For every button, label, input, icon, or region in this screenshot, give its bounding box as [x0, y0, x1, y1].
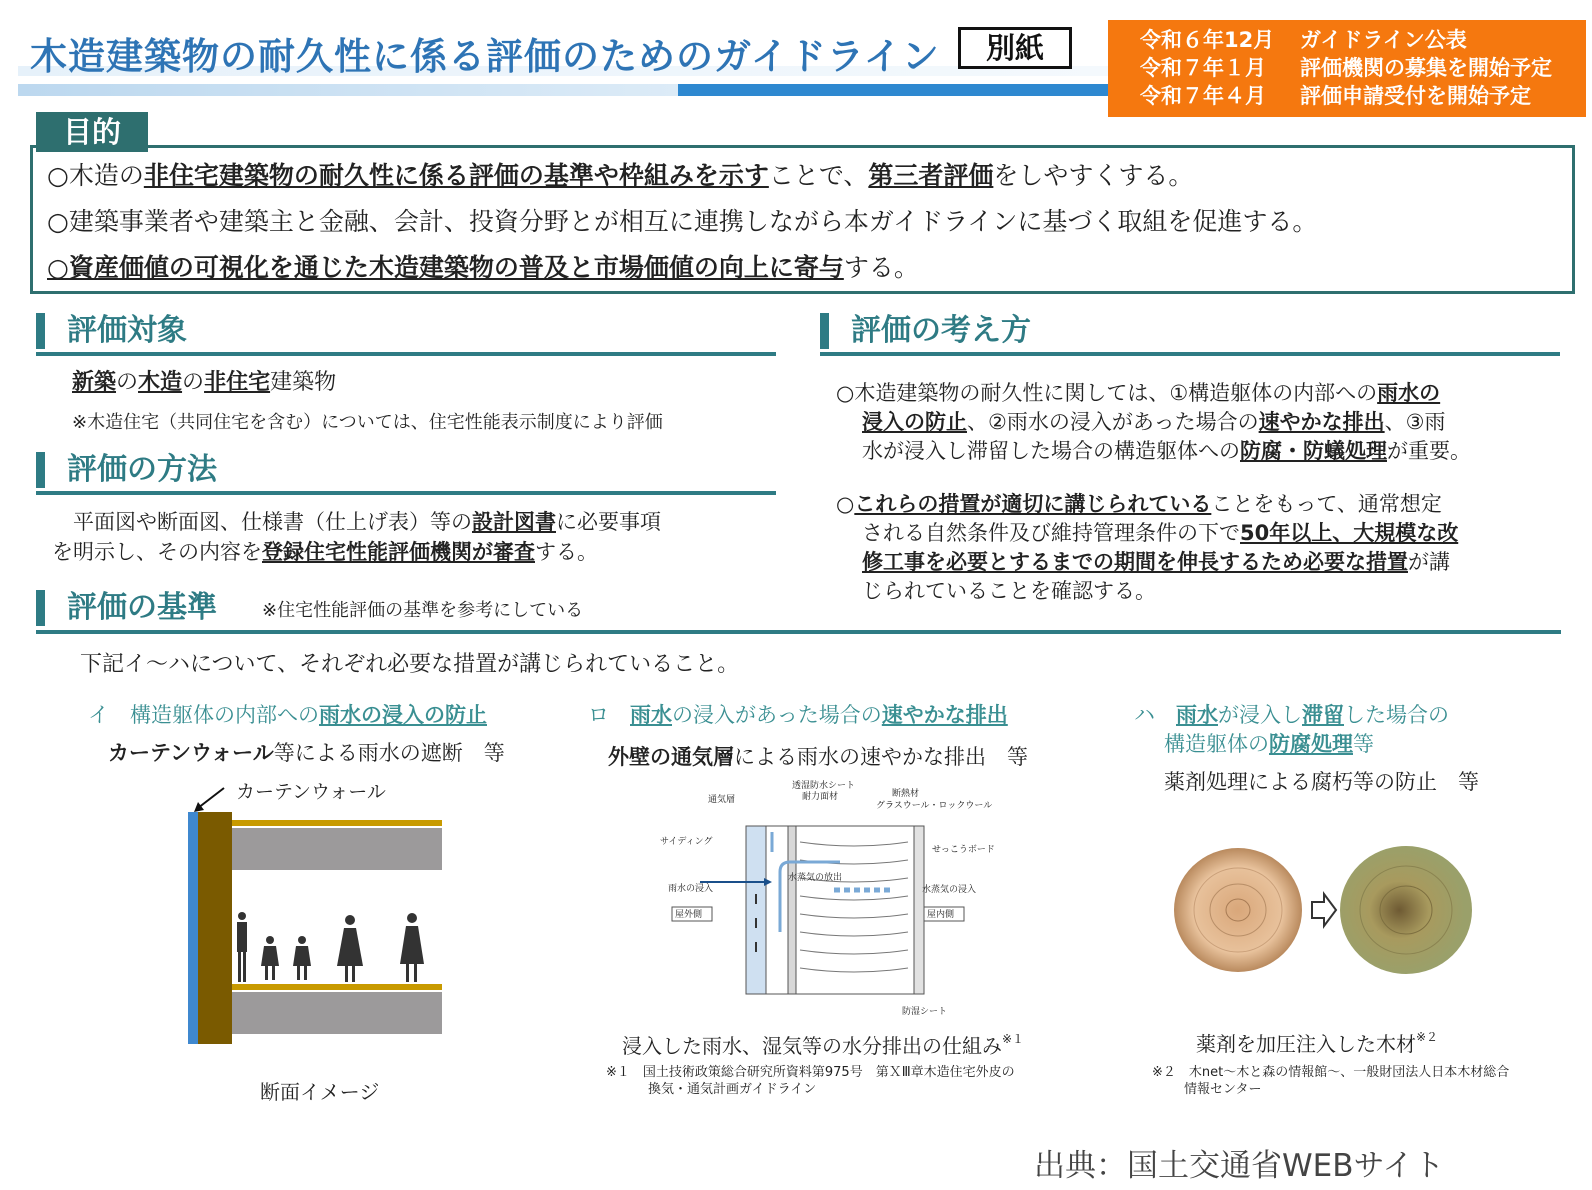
item-ha-heading-2: 構造躯体の防腐処理等 [1164, 732, 1374, 756]
criteria-rule [36, 630, 1561, 634]
ventilation-diagram [660, 782, 1020, 1022]
item-i-caption: 断面イメージ [260, 1080, 380, 1104]
label-vapor-release: 水蒸気の放出 [788, 873, 843, 883]
label-indoor-side: 屋内側 [927, 910, 955, 920]
target-text: 新築の木造の非住宅建築物 [72, 370, 337, 395]
schedule-row: 令和７年１月 評価機関の募集を開始予定 [1140, 56, 1552, 80]
item-i-sub: カーテンウォール等による雨水の遮断 等 [108, 741, 505, 765]
approach-p1-line2: 浸入の防止、②雨水の浸入があった場合の速やかな排出、③雨 [862, 410, 1446, 434]
label-siding: サイディング [660, 837, 713, 847]
schedule-box [1108, 20, 1586, 117]
approach-p2-line1: ○これらの措置が適切に講じられていることをもって、通常想定 [836, 492, 1442, 516]
method-rule [36, 491, 776, 495]
label-vapor-entry: 水蒸気の浸入 [922, 885, 977, 895]
purpose-box [30, 145, 1575, 294]
attachment-badge: 別紙 [958, 27, 1072, 69]
purpose-line-2: ○建築事業者や建築主と金融、会計、投資分野とが相互に連携しながら本ガイドラインに基づく取組を促進する。 [47, 207, 1318, 236]
purpose-line-1: ○木造の非住宅建築物の耐久性に係る評価の基準や枠組みを示すことで、第三者評価をしやすくする。 [47, 161, 1194, 190]
target-heading: 評価対象 [36, 313, 187, 349]
label-insulation: 断熱材 [892, 789, 920, 799]
item-ha-heading-1: ハ 雨水が浸入し滞留した場合の [1134, 703, 1449, 727]
label-moisture-barrier: 防湿シート [902, 1007, 948, 1017]
label-glass-wool: グラスウール・ロックウール [876, 801, 993, 811]
label-breathable-sheet: 透湿防水シート [792, 781, 856, 791]
approach-p2-line2: される自然条件及び維持管理条件の下で50年以上、大規模な改 [862, 521, 1459, 545]
item-ro-heading: ロ 雨水の浸入があった場合の速やかな排出 [588, 703, 1008, 727]
item-ro-footnote-1: ※１ 国土技術政策総合研究所資料第975号 第ＸⅢ章木造住宅外皮の [606, 1065, 1015, 1080]
title-underline [18, 84, 1118, 96]
method-heading: 評価の方法 [36, 452, 217, 488]
curtain-wall-label: カーテンウォール [236, 781, 386, 803]
item-ro-caption: 浸入した雨水、湿気等の水分排出の仕組み$^{※1}$ [622, 1032, 1025, 1058]
approach-rule [820, 352, 1560, 356]
item-ha-sub: 薬剤処理による腐朽等の防止 等 [1164, 770, 1479, 794]
approach-p2-line4: じられていることを確認する。 [862, 579, 1156, 603]
wall-layers-graphic [660, 782, 1020, 1022]
source-credit: 出典：国土交通省WEBサイト [1034, 1148, 1445, 1184]
approach-p1-line3: 水が浸入し滞留した場合の構造躯体への防腐・防蟻処理が重要。 [862, 439, 1471, 463]
target-note: ※木造住宅（共同住宅を含む）については、住宅性能表示制度により評価 [72, 412, 663, 433]
criteria-intro: 下記イ～ハについて、それぞれ必要な措置が講じられていること。 [80, 652, 740, 677]
treated-wood-photo [1172, 840, 1482, 980]
label-outdoor-side: 屋外側 [675, 910, 703, 920]
item-ha-footnote-1: ※２ 木net～木と森の情報館～、一般財団法人日本木材総合 [1152, 1065, 1510, 1080]
item-ha-caption: 薬剤を加圧注入した木材$^{※2}$ [1196, 1030, 1439, 1056]
label-structural-panel: 耐力面材 [802, 792, 839, 802]
method-line-2: を明示し、その内容を登録住宅性能評価機関が審査する。 [52, 540, 598, 564]
schedule-row: 令和６年12月 ガイドライン公表 [1140, 28, 1467, 52]
label-ventilation-layer: 通気層 [708, 795, 736, 805]
item-ha-footnote-2: 情報センター [1184, 1082, 1262, 1097]
approach-p1-line1: ○木造建築物の耐久性に関しては、①構造躯体の内部への雨水の [836, 381, 1441, 405]
curtain-wall-section-image [180, 780, 460, 1070]
target-rule [36, 352, 776, 356]
method-line-1: 平面図や断面図、仕様書（仕上げ表）等の設計図書に必要事項 [52, 510, 661, 534]
page-title: 木造建築物の耐久性に係る評価のためのガイドライン [30, 35, 940, 78]
schedule-row: 令和７年４月 評価申請受付を開始予定 [1140, 84, 1531, 108]
criteria-heading: 評価の基準 [36, 590, 217, 626]
item-ro-footnote-2: 換気・通気計画ガイドライン [648, 1082, 817, 1097]
approach-p2-line3: 修工事を必要とするまでの期間を伸長するため必要な措置が講 [862, 550, 1450, 574]
item-ro-sub: 外壁の通気層による雨水の速やかな排出 等 [608, 745, 1028, 769]
label-gypsum-board: せっこうボード [932, 845, 995, 855]
purpose-line-3: ○資産価値の可視化を通じた木造建築物の普及と市場価値の向上に寄与する。 [47, 253, 919, 282]
purpose-tab: 目的 [36, 112, 148, 152]
approach-heading: 評価の考え方 [820, 313, 1031, 349]
item-i-heading: イ 構造躯体の内部への雨水の浸入の防止 [88, 703, 487, 727]
label-rain-entry: 雨水の浸入 [668, 884, 714, 894]
criteria-note: ※住宅性能評価の基準を参考にしている [262, 600, 584, 621]
